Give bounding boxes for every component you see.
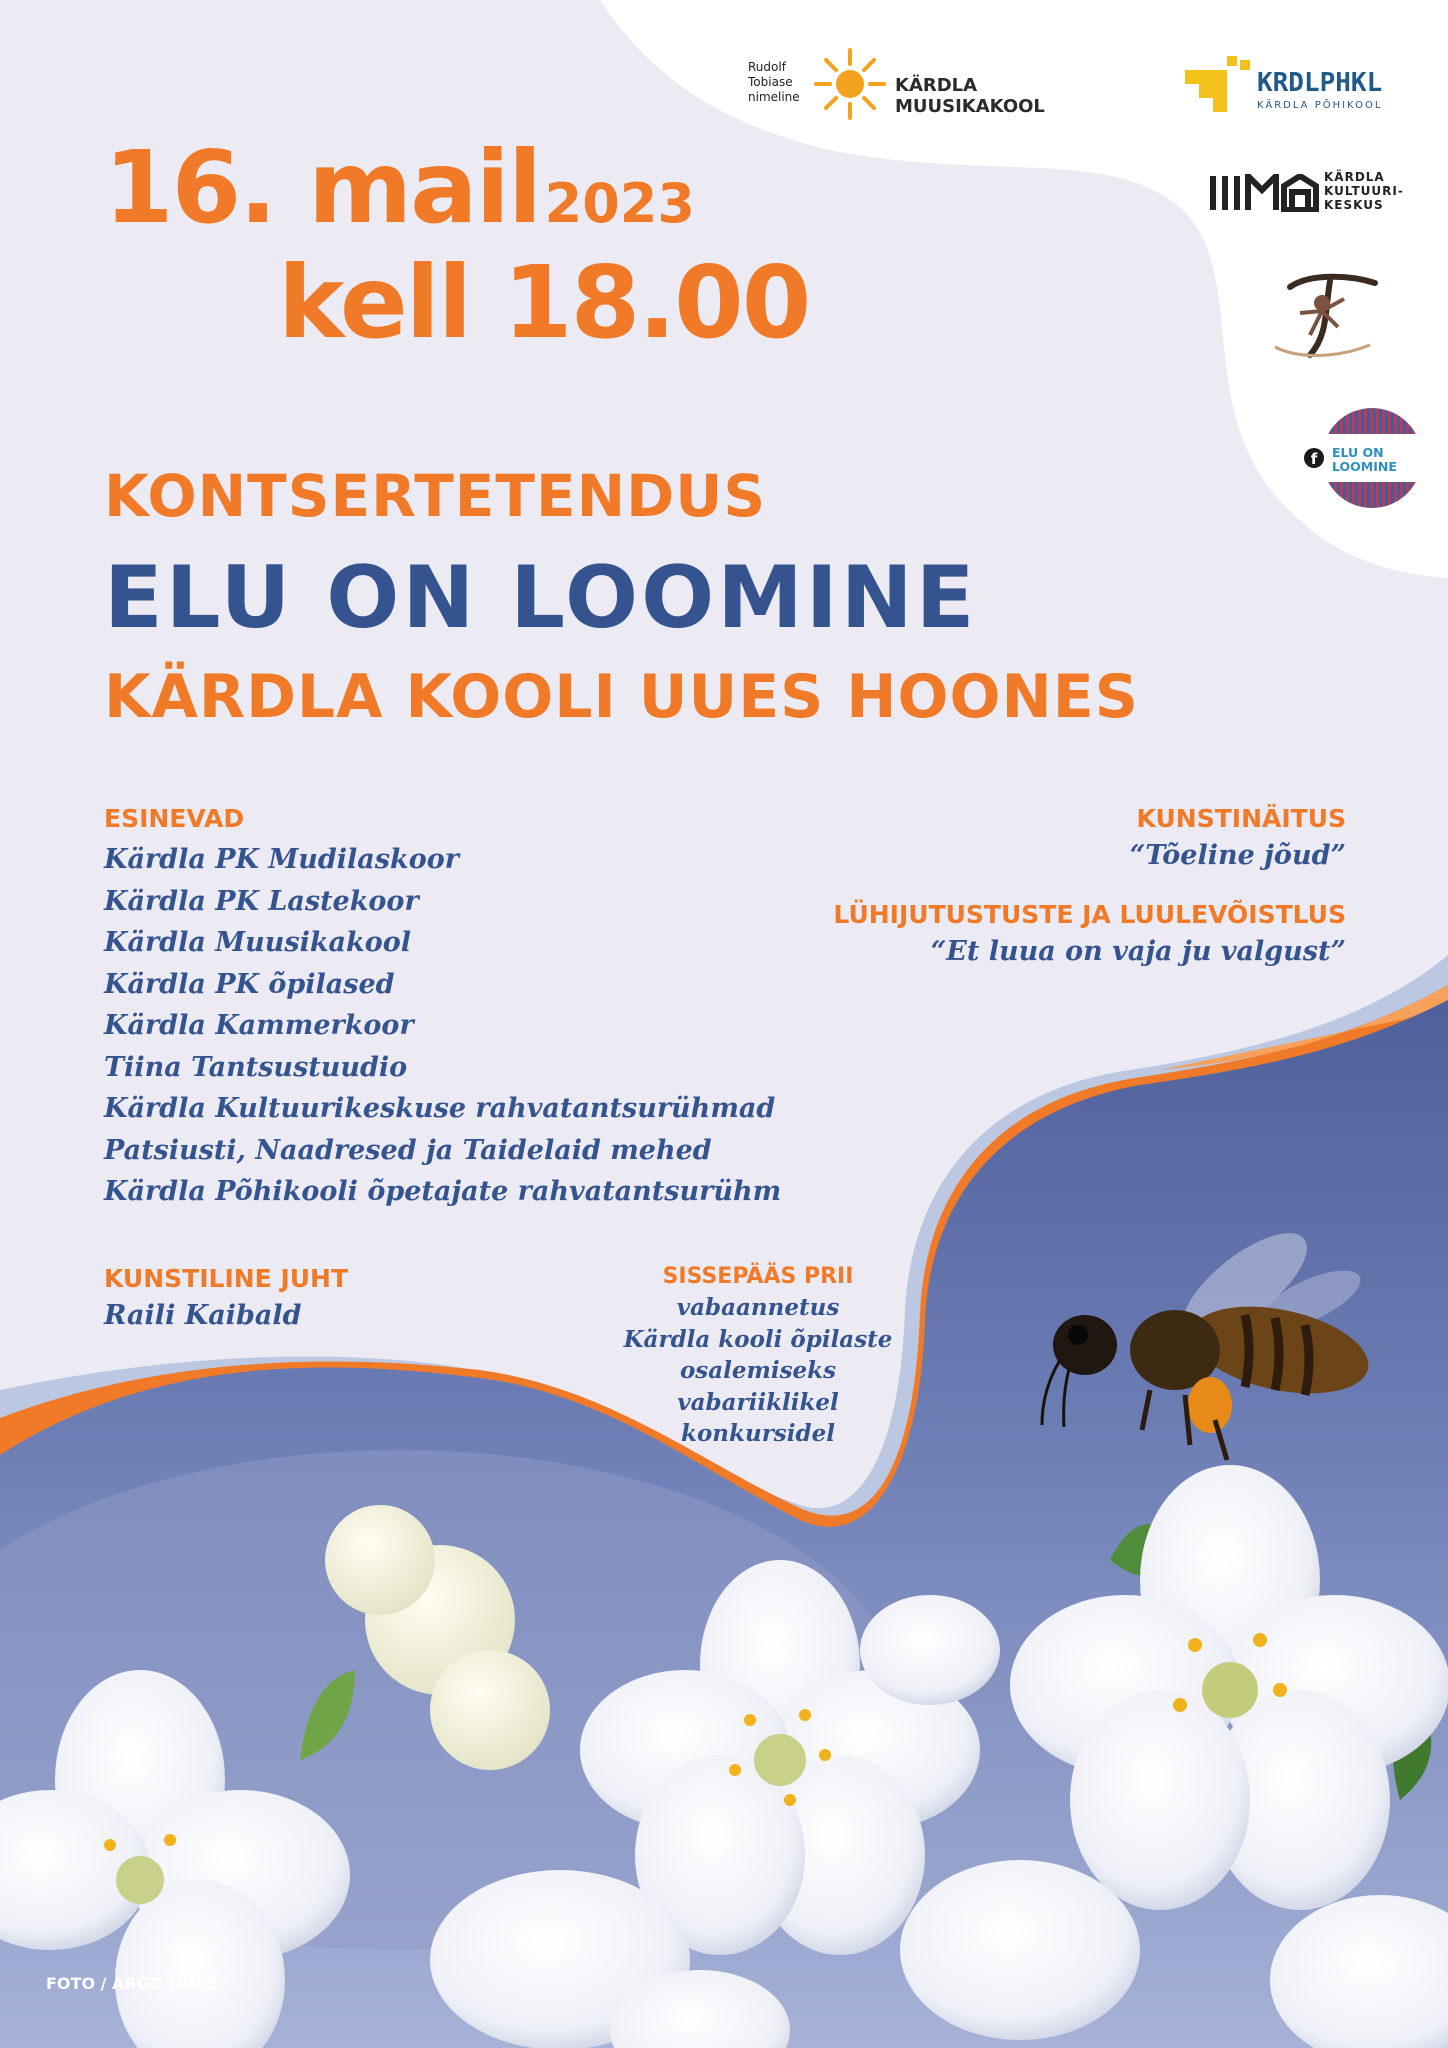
performers-label: ESINEVAD — [104, 804, 245, 833]
entry-label: SISSEPÄÄS PRII — [662, 1264, 854, 1289]
performers-list — [104, 839, 781, 1213]
exhibition-name: “Tõeline jõud” — [1129, 840, 1346, 871]
event-venue: KÄRDLA KOOLI UUES HOONES — [104, 662, 1139, 732]
sun-icon — [810, 44, 890, 124]
culture-center-icon — [1210, 174, 1320, 212]
art-director-label: KUNSTILINE JUHT — [104, 1264, 349, 1293]
entry-line: konkursidel — [681, 1420, 835, 1447]
competition-name: “Et luua on vaja ju valgust” — [930, 936, 1346, 967]
event-title: ELU ON LOOMINE — [104, 548, 978, 648]
event-type: KONTSERTETENDUS — [104, 462, 767, 530]
music-school-logo: Rudolf Tobiase nimeline KÄRDLA MUUSIKAKOOL — [748, 60, 1128, 120]
dancer-letter-t-icon — [1270, 265, 1390, 365]
list-item: Kärdla PK Mudilaskoor — [104, 844, 459, 875]
list-item: Kärdla Kammerkoor — [104, 1010, 414, 1041]
list-item: Patsiusti, Naadresed ja Taidelaid mehed — [104, 1134, 712, 1166]
facebook-icon[interactable]: f — [1304, 448, 1324, 468]
event-date: 16. mail 2023 — [104, 129, 695, 246]
elu-on-loomine-badge[interactable]: f ELU ON LOOMINE — [1304, 406, 1422, 510]
list-item: Kärdla Muusikakool — [104, 927, 412, 958]
list-item: Kärdla Kultuurikeskuse rahvatantsurühmad — [104, 1093, 776, 1124]
art-director-name: Raili Kaibald — [104, 1300, 302, 1331]
list-item: Kärdla PK Lastekoor — [104, 885, 419, 917]
entry-line: vabariiklikel — [677, 1388, 839, 1416]
entry-line: vabaannetus — [676, 1294, 840, 1321]
list-item: Kärdla Põhikooli õpetajate rahvatantsurühm — [104, 1176, 782, 1207]
pixel-figure-icon — [1185, 56, 1255, 116]
list-item: Kärdla PK õpilased — [104, 968, 395, 1000]
event-time: kell 18.00 — [278, 244, 810, 361]
competition-label: LÜHIJUTUSTUSTE JA LUULEVÕISTLUS — [833, 900, 1346, 929]
exhibition-label: KUNSTINÄITUS — [1136, 804, 1346, 833]
list-item: Tiina Tantsustuudio — [104, 1051, 408, 1083]
basic-school-logo: KRDLPHKL KÄRDLA PÕHIKOOL — [1185, 56, 1397, 116]
culture-center-logo: KÄRDLA KULTUURI- KESKUS — [1210, 170, 1410, 220]
entry-line: Kärdla kooli õpilaste — [623, 1325, 893, 1353]
entry-info — [600, 1262, 916, 1450]
photo-credit: FOTO / ARGO NURS — [46, 1974, 220, 1993]
entry-line: osalemiseks — [679, 1357, 837, 1384]
